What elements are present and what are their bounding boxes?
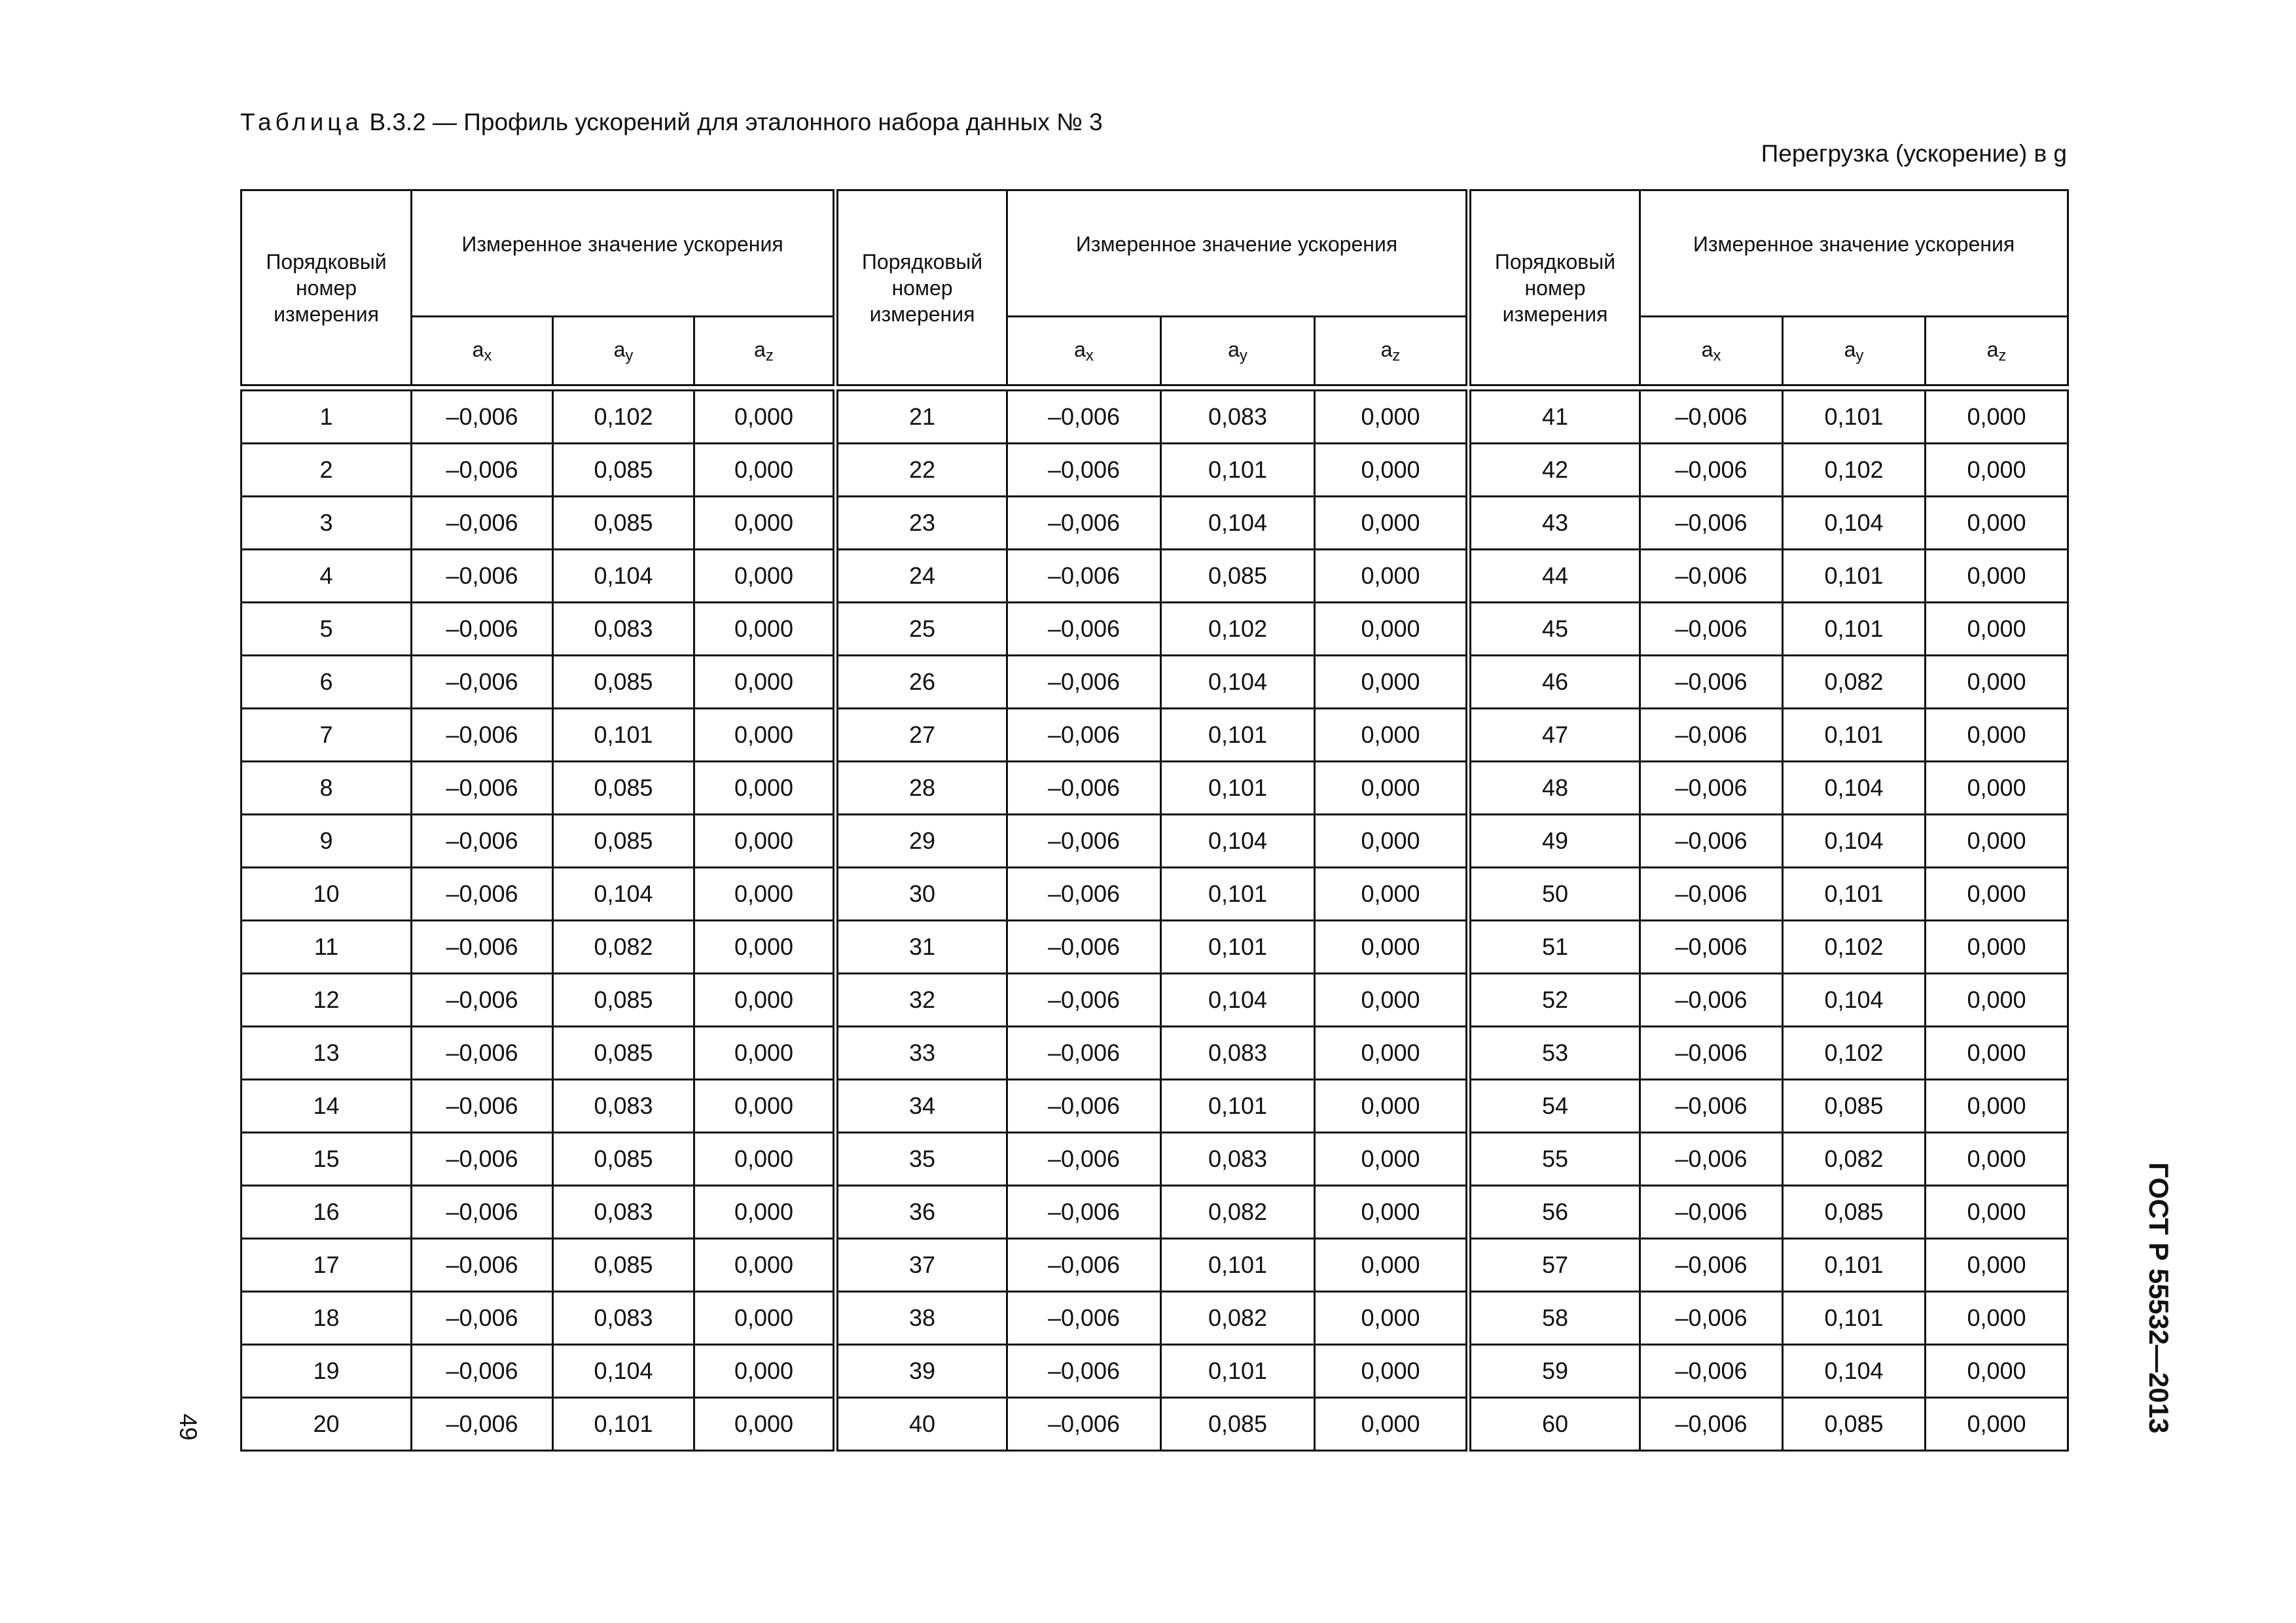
ax-cell: –0,006 — [1007, 868, 1161, 921]
ay-cell: 0,083 — [1161, 391, 1315, 444]
ax-cell: –0,006 — [412, 1027, 553, 1080]
ax-cell: –0,006 — [1640, 1398, 1783, 1451]
index-cell: 29 — [836, 815, 1007, 868]
az-cell: 0,000 — [1926, 656, 2068, 709]
index-cell: 3 — [242, 497, 412, 550]
ax-cell: –0,006 — [412, 1080, 553, 1133]
ax-cell: –0,006 — [412, 1345, 553, 1398]
index-cell: 6 — [242, 656, 412, 709]
axis-header-ax: $a_x$ — [1007, 317, 1161, 385]
ax-cell: –0,006 — [412, 444, 553, 497]
header-separator — [242, 385, 2068, 391]
index-header: Порядковый номер измерения — [1469, 190, 1640, 385]
table-row — [242, 444, 2068, 497]
ay-cell: 0,085 — [553, 497, 694, 550]
ay-cell: 0,082 — [553, 921, 694, 974]
ax-cell: –0,006 — [412, 762, 553, 815]
index-cell: 5 — [242, 603, 412, 656]
ax-cell: –0,006 — [412, 1239, 553, 1292]
ax-cell: –0,006 — [1007, 921, 1161, 974]
ax-cell: –0,006 — [1640, 497, 1783, 550]
table-row — [242, 550, 2068, 603]
az-cell: 0,000 — [694, 497, 836, 550]
table-row — [242, 497, 2068, 550]
index-cell: 48 — [1469, 762, 1640, 815]
ax-cell: –0,006 — [412, 1292, 553, 1345]
ay-cell: 0,104 — [1161, 815, 1315, 868]
ay-cell: 0,083 — [1161, 1027, 1315, 1080]
table-row — [242, 762, 2068, 815]
index-cell: 57 — [1469, 1239, 1640, 1292]
ax-cell: –0,006 — [1640, 868, 1783, 921]
az-cell: 0,000 — [1315, 550, 1469, 603]
index-cell: 9 — [242, 815, 412, 868]
index-cell: 26 — [836, 656, 1007, 709]
axis-header-az: $a_z$ — [1926, 317, 2068, 385]
ax-cell: –0,006 — [1007, 1292, 1161, 1345]
table-row — [242, 391, 2068, 444]
ay-cell: 0,085 — [553, 1133, 694, 1186]
index-cell: 1 — [242, 391, 412, 444]
table-row — [242, 1292, 2068, 1345]
index-cell: 17 — [242, 1239, 412, 1292]
ay-cell: 0,104 — [1783, 1345, 1926, 1398]
axis-header-ay: $a_y$ — [553, 317, 694, 385]
az-cell: 0,000 — [694, 603, 836, 656]
az-cell: 0,000 — [1315, 1345, 1469, 1398]
az-cell: 0,000 — [1926, 391, 2068, 444]
ax-cell: –0,006 — [412, 497, 553, 550]
az-cell: 0,000 — [694, 656, 836, 709]
ax-cell: –0,006 — [1007, 603, 1161, 656]
index-cell: 12 — [242, 974, 412, 1027]
az-cell: 0,000 — [1926, 1133, 2068, 1186]
index-cell: 39 — [836, 1345, 1007, 1398]
ay-cell: 0,101 — [1783, 1239, 1926, 1292]
az-cell: 0,000 — [1926, 868, 2068, 921]
ay-cell: 0,104 — [1783, 974, 1926, 1027]
ax-cell: –0,006 — [1007, 1133, 1161, 1186]
index-cell: 27 — [836, 709, 1007, 762]
table-row — [242, 1027, 2068, 1080]
az-cell: 0,000 — [1926, 550, 2068, 603]
ax-cell: –0,006 — [1640, 550, 1783, 603]
ay-cell: 0,102 — [1783, 1027, 1926, 1080]
index-cell: 56 — [1469, 1186, 1640, 1239]
axis-header-ax: $a_x$ — [1640, 317, 1783, 385]
index-cell: 16 — [242, 1186, 412, 1239]
ay-cell: 0,085 — [553, 444, 694, 497]
az-cell: 0,000 — [694, 391, 836, 444]
ay-cell: 0,102 — [1783, 444, 1926, 497]
ax-cell: –0,006 — [1640, 1239, 1783, 1292]
ay-cell: 0,104 — [1783, 497, 1926, 550]
az-cell: 0,000 — [694, 709, 836, 762]
index-cell: 25 — [836, 603, 1007, 656]
ax-cell: –0,006 — [412, 391, 553, 444]
ay-cell: 0,083 — [553, 1080, 694, 1133]
ay-cell: 0,101 — [1161, 1239, 1315, 1292]
page-number: 49 — [175, 1414, 202, 1441]
index-cell: 15 — [242, 1133, 412, 1186]
ax-cell: –0,006 — [1007, 391, 1161, 444]
ay-cell: 0,101 — [1161, 444, 1315, 497]
index-cell: 50 — [1469, 868, 1640, 921]
ay-cell: 0,082 — [1783, 1133, 1926, 1186]
ay-cell: 0,085 — [553, 656, 694, 709]
ax-cell: –0,006 — [1640, 709, 1783, 762]
index-cell: 33 — [836, 1027, 1007, 1080]
ay-cell: 0,101 — [1783, 1292, 1926, 1345]
measured-header: Измеренное значение ускорения — [1640, 190, 2068, 317]
axis-header-az: $a_z$ — [694, 317, 836, 385]
az-cell: 0,000 — [694, 1186, 836, 1239]
index-cell: 47 — [1469, 709, 1640, 762]
ax-cell: –0,006 — [1007, 974, 1161, 1027]
ax-cell: –0,006 — [1007, 1239, 1161, 1292]
index-cell: 14 — [242, 1080, 412, 1133]
index-header: Порядковый номер измерения — [836, 190, 1007, 385]
az-cell: 0,000 — [1315, 391, 1469, 444]
index-cell: 49 — [1469, 815, 1640, 868]
az-cell: 0,000 — [694, 1292, 836, 1345]
ay-cell: 0,104 — [1161, 656, 1315, 709]
ax-cell: –0,006 — [412, 974, 553, 1027]
az-cell: 0,000 — [1315, 1239, 1469, 1292]
table-row — [242, 603, 2068, 656]
measured-header: Измеренное значение ускорения — [1007, 190, 1469, 317]
ax-cell: –0,006 — [412, 868, 553, 921]
index-cell: 44 — [1469, 550, 1640, 603]
table-row — [242, 1133, 2068, 1186]
ay-cell: 0,104 — [553, 550, 694, 603]
axis-header-ax: $a_x$ — [412, 317, 553, 385]
table-row — [242, 868, 2068, 921]
index-cell: 10 — [242, 868, 412, 921]
ay-cell: 0,085 — [1783, 1398, 1926, 1451]
ay-cell: 0,101 — [1783, 603, 1926, 656]
index-cell: 54 — [1469, 1080, 1640, 1133]
az-cell: 0,000 — [1315, 1027, 1469, 1080]
az-cell: 0,000 — [1315, 974, 1469, 1027]
index-cell: 40 — [836, 1398, 1007, 1451]
index-cell: 35 — [836, 1133, 1007, 1186]
table-caption-label: Таблица — [240, 109, 363, 135]
az-cell: 0,000 — [1926, 497, 2068, 550]
table-row — [242, 1398, 2068, 1451]
ay-cell: 0,101 — [1783, 391, 1926, 444]
index-cell: 24 — [836, 550, 1007, 603]
az-cell: 0,000 — [694, 1133, 836, 1186]
ay-cell: 0,101 — [553, 1398, 694, 1451]
az-cell: 0,000 — [1315, 497, 1469, 550]
ax-cell: –0,006 — [1640, 1080, 1783, 1133]
index-cell: 8 — [242, 762, 412, 815]
index-cell: 45 — [1469, 603, 1640, 656]
ax-cell: –0,006 — [412, 603, 553, 656]
az-cell: 0,000 — [1315, 1292, 1469, 1345]
ay-cell: 0,101 — [1783, 709, 1926, 762]
table-row — [242, 974, 2068, 1027]
index-cell: 31 — [836, 921, 1007, 974]
ay-cell: 0,104 — [1783, 762, 1926, 815]
table-row — [242, 1345, 2068, 1398]
index-cell: 46 — [1469, 656, 1640, 709]
az-cell: 0,000 — [694, 1345, 836, 1398]
az-cell: 0,000 — [1926, 1080, 2068, 1133]
az-cell: 0,000 — [1315, 762, 1469, 815]
table-row — [242, 1186, 2068, 1239]
table-row — [242, 815, 2068, 868]
acceleration-table — [240, 189, 2069, 1452]
ax-cell: –0,006 — [412, 709, 553, 762]
measured-header: Измеренное значение ускорения — [412, 190, 836, 317]
az-cell: 0,000 — [694, 974, 836, 1027]
ax-cell: –0,006 — [1007, 1398, 1161, 1451]
ay-cell: 0,101 — [1161, 1345, 1315, 1398]
az-cell: 0,000 — [1926, 1239, 2068, 1292]
index-cell: 37 — [836, 1239, 1007, 1292]
ay-cell: 0,104 — [1783, 815, 1926, 868]
table-caption — [240, 109, 1103, 136]
table-caption-text: В.3.2 — Профиль ускорений для эталонного набора данных № 3 — [363, 109, 1103, 135]
ax-cell: –0,006 — [1007, 497, 1161, 550]
index-cell: 42 — [1469, 444, 1640, 497]
index-cell: 51 — [1469, 921, 1640, 974]
index-cell: 7 — [242, 709, 412, 762]
table-header — [242, 190, 2068, 391]
ay-cell: 0,085 — [1783, 1186, 1926, 1239]
table-row — [242, 656, 2068, 709]
ax-cell: –0,006 — [1640, 1345, 1783, 1398]
ax-cell: –0,006 — [1007, 1027, 1161, 1080]
ax-cell: –0,006 — [1640, 1027, 1783, 1080]
az-cell: 0,000 — [694, 868, 836, 921]
az-cell: 0,000 — [694, 762, 836, 815]
ay-cell: 0,085 — [1161, 550, 1315, 603]
ax-cell: –0,006 — [1007, 656, 1161, 709]
ax-cell: –0,006 — [1640, 921, 1783, 974]
index-cell: 41 — [1469, 391, 1640, 444]
index-cell: 43 — [1469, 497, 1640, 550]
az-cell: 0,000 — [694, 1398, 836, 1451]
index-cell: 2 — [242, 444, 412, 497]
axis-header-az: $a_z$ — [1315, 317, 1469, 385]
ax-cell: –0,006 — [1007, 1080, 1161, 1133]
ay-cell: 0,085 — [1161, 1398, 1315, 1451]
units-note: Перегрузка (ускорение) в g — [1761, 140, 2067, 167]
ax-cell: –0,006 — [1640, 815, 1783, 868]
ax-cell: –0,006 — [1007, 709, 1161, 762]
ax-cell: –0,006 — [412, 921, 553, 974]
ay-cell: 0,104 — [1161, 974, 1315, 1027]
az-cell: 0,000 — [694, 815, 836, 868]
ay-cell: 0,082 — [1783, 656, 1926, 709]
az-cell: 0,000 — [694, 1239, 836, 1292]
az-cell: 0,000 — [694, 444, 836, 497]
az-cell: 0,000 — [1926, 1345, 2068, 1398]
az-cell: 0,000 — [1315, 1080, 1469, 1133]
document-code: ГОСТ Р 55532—2013 — [2144, 1162, 2174, 1434]
az-cell: 0,000 — [694, 921, 836, 974]
axis-header-ay: $a_y$ — [1161, 317, 1315, 385]
az-cell: 0,000 — [1926, 1186, 2068, 1239]
ay-cell: 0,102 — [1161, 603, 1315, 656]
ax-cell: –0,006 — [1640, 656, 1783, 709]
table-row — [242, 709, 2068, 762]
table-row — [242, 1239, 2068, 1292]
ax-cell: –0,006 — [412, 815, 553, 868]
index-cell: 23 — [836, 497, 1007, 550]
ay-cell: 0,101 — [553, 709, 694, 762]
index-cell: 18 — [242, 1292, 412, 1345]
ay-cell: 0,104 — [1161, 497, 1315, 550]
az-cell: 0,000 — [1315, 444, 1469, 497]
az-cell: 0,000 — [1315, 1186, 1469, 1239]
az-cell: 0,000 — [1315, 815, 1469, 868]
ay-cell: 0,101 — [1783, 868, 1926, 921]
ay-cell: 0,101 — [1161, 1080, 1315, 1133]
az-cell: 0,000 — [1926, 1292, 2068, 1345]
ay-cell: 0,104 — [553, 868, 694, 921]
index-cell: 34 — [836, 1080, 1007, 1133]
ay-cell: 0,101 — [1161, 709, 1315, 762]
index-cell: 20 — [242, 1398, 412, 1451]
index-cell: 59 — [1469, 1345, 1640, 1398]
ax-cell: –0,006 — [1640, 762, 1783, 815]
az-cell: 0,000 — [1926, 444, 2068, 497]
az-cell: 0,000 — [1926, 603, 2068, 656]
az-cell: 0,000 — [1926, 762, 2068, 815]
ax-cell: –0,006 — [1007, 444, 1161, 497]
index-cell: 4 — [242, 550, 412, 603]
az-cell: 0,000 — [1926, 815, 2068, 868]
ax-cell: –0,006 — [1640, 444, 1783, 497]
az-cell: 0,000 — [1926, 921, 2068, 974]
ay-cell: 0,101 — [1161, 868, 1315, 921]
index-cell: 58 — [1469, 1292, 1640, 1345]
table-row — [242, 1080, 2068, 1133]
az-cell: 0,000 — [694, 550, 836, 603]
index-cell: 53 — [1469, 1027, 1640, 1080]
index-cell: 13 — [242, 1027, 412, 1080]
ax-cell: –0,006 — [1640, 1186, 1783, 1239]
index-cell: 36 — [836, 1186, 1007, 1239]
az-cell: 0,000 — [694, 1027, 836, 1080]
ax-cell: –0,006 — [1640, 1133, 1783, 1186]
axis-header-ay: $a_y$ — [1783, 317, 1926, 385]
ay-cell: 0,082 — [1161, 1186, 1315, 1239]
ax-cell: –0,006 — [1640, 974, 1783, 1027]
index-cell: 60 — [1469, 1398, 1640, 1451]
index-header: Порядковый номер измерения — [242, 190, 412, 385]
ay-cell: 0,083 — [553, 1292, 694, 1345]
az-cell: 0,000 — [1315, 868, 1469, 921]
ay-cell: 0,085 — [553, 815, 694, 868]
ay-cell: 0,083 — [553, 603, 694, 656]
az-cell: 0,000 — [1315, 1133, 1469, 1186]
ax-cell: –0,006 — [412, 1186, 553, 1239]
az-cell: 0,000 — [1315, 603, 1469, 656]
az-cell: 0,000 — [1926, 974, 2068, 1027]
table-row — [242, 921, 2068, 974]
az-cell: 0,000 — [1926, 709, 2068, 762]
ax-cell: –0,006 — [412, 656, 553, 709]
ay-cell: 0,083 — [1161, 1133, 1315, 1186]
az-cell: 0,000 — [1926, 1398, 2068, 1451]
index-cell: 22 — [836, 444, 1007, 497]
ay-cell: 0,102 — [1783, 921, 1926, 974]
az-cell: 0,000 — [1315, 656, 1469, 709]
ay-cell: 0,102 — [553, 391, 694, 444]
index-cell: 30 — [836, 868, 1007, 921]
ay-cell: 0,085 — [553, 974, 694, 1027]
ax-cell: –0,006 — [1640, 603, 1783, 656]
ay-cell: 0,104 — [553, 1345, 694, 1398]
ay-cell: 0,085 — [553, 762, 694, 815]
ax-cell: –0,006 — [412, 1398, 553, 1451]
az-cell: 0,000 — [1926, 1027, 2068, 1080]
ay-cell: 0,101 — [1783, 550, 1926, 603]
az-cell: 0,000 — [694, 1080, 836, 1133]
index-cell: 32 — [836, 974, 1007, 1027]
ay-cell: 0,083 — [553, 1186, 694, 1239]
ay-cell: 0,085 — [553, 1027, 694, 1080]
ay-cell: 0,082 — [1161, 1292, 1315, 1345]
ax-cell: –0,006 — [1007, 762, 1161, 815]
ay-cell: 0,085 — [1783, 1080, 1926, 1133]
table-body — [242, 391, 2068, 1451]
index-cell: 11 — [242, 921, 412, 974]
ax-cell: –0,006 — [1007, 1186, 1161, 1239]
az-cell: 0,000 — [1315, 921, 1469, 974]
ax-cell: –0,006 — [1640, 1292, 1783, 1345]
ay-cell: 0,101 — [1161, 921, 1315, 974]
index-cell: 38 — [836, 1292, 1007, 1345]
index-cell: 55 — [1469, 1133, 1640, 1186]
ax-cell: –0,006 — [1640, 391, 1783, 444]
ax-cell: –0,006 — [412, 550, 553, 603]
az-cell: 0,000 — [1315, 1398, 1469, 1451]
index-cell: 28 — [836, 762, 1007, 815]
ax-cell: –0,006 — [1007, 550, 1161, 603]
ay-cell: 0,085 — [553, 1239, 694, 1292]
index-cell: 52 — [1469, 974, 1640, 1027]
ax-cell: –0,006 — [1007, 1345, 1161, 1398]
index-cell: 19 — [242, 1345, 412, 1398]
ax-cell: –0,006 — [412, 1133, 553, 1186]
ay-cell: 0,101 — [1161, 762, 1315, 815]
index-cell: 21 — [836, 391, 1007, 444]
az-cell: 0,000 — [1315, 709, 1469, 762]
ax-cell: –0,006 — [1007, 815, 1161, 868]
